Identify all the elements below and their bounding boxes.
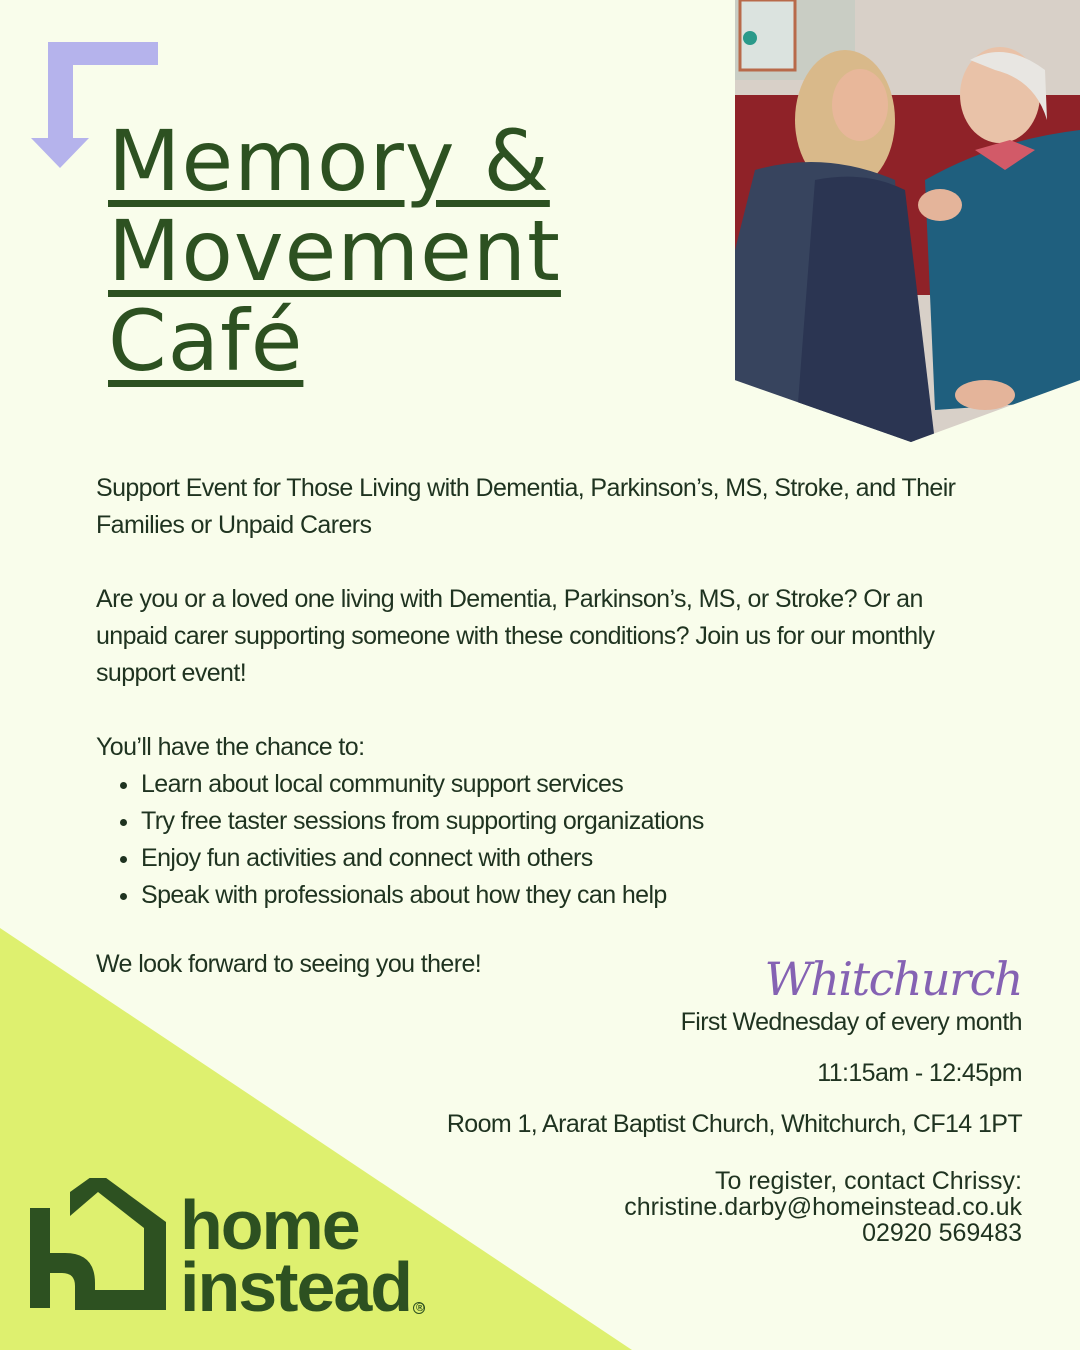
photo-illustration <box>735 0 1080 442</box>
contact-prompt: To register, contact Chrissy: <box>714 1167 1022 1195</box>
contact-phone[interactable]: 02920 569483 <box>862 1219 1022 1247</box>
hero-photo <box>735 0 1080 442</box>
benefit-item: • Enjoy fun activities and connect with others <box>141 840 996 877</box>
contact-block <box>624 1168 1022 1246</box>
home-instead-logo <box>30 1178 425 1326</box>
registered-mark: ® <box>413 1302 425 1314</box>
title-line-2: Movement <box>108 202 561 300</box>
event-description <box>96 470 996 914</box>
title-line-1: Memory & <box>108 112 550 210</box>
chance-heading: You’ll have the chance to: <box>96 733 365 761</box>
event-time: 11:15am - 12:45pm <box>817 1059 1022 1087</box>
logo-line-instead: instead <box>180 1248 412 1326</box>
logo-line-home: home <box>180 1186 359 1264</box>
title-line-3: Café <box>108 292 304 390</box>
event-question: Are you or a loved one living with Dementia, Parkinson’s, MS, or Stroke? Or an unpaid carer supporting someone with these conditions? Join us for our monthly support event! <box>96 585 935 687</box>
closing-text: We look forward to seeing you there! <box>96 950 482 978</box>
benefit-item: • Learn about local community support services <box>141 766 996 803</box>
event-schedule: First Wednesday of every month <box>680 1008 1022 1036</box>
event-venue: Room 1, Ararat Baptist Church, Whitchurch, CF14 1PT <box>446 1110 1022 1138</box>
contact-email[interactable]: christine.darby@homeinstead.co.uk <box>624 1193 1022 1221</box>
page-title <box>108 112 561 390</box>
event-subtitle: Support Event for Those Living with Dementia, Parkinson’s, MS, Stroke, and Their Families or Unpaid Carers <box>96 474 956 539</box>
house-h-icon <box>30 1178 166 1318</box>
logo-wordmark <box>180 1186 425 1326</box>
benefits-list <box>96 766 996 914</box>
event-town: Whitchurch <box>764 952 1022 1006</box>
event-details <box>447 952 1022 1139</box>
benefit-item: • Speak with professionals about how they can help <box>141 877 996 914</box>
benefit-item: • Try free taster sessions from supporting organizations <box>141 803 996 840</box>
